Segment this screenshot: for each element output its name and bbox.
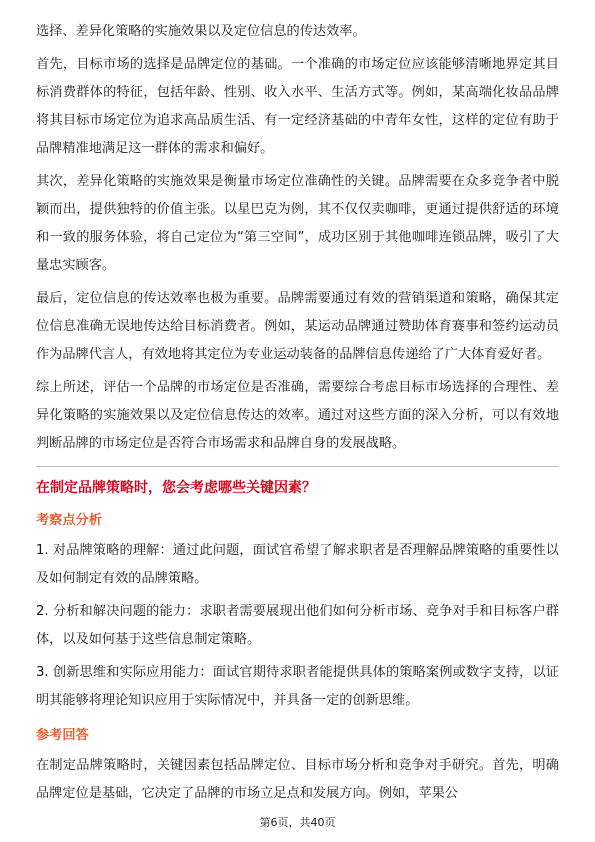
paragraph: 首先，目标市场的选择是品牌定位的基础。一个准确的市场定位应该能够清晰地界定其目标消费群体的特征，包括年龄、性别、收入水平、生活方式等。例如，某高端化妆品品牌将其目标市场定位为追求高品质生活、有一定经济基础的中青年女性，这样的定位有助于品牌精准地满足这一群体的需求和偏好。 [36, 57, 559, 156]
page-content [36, 18, 559, 813]
reference-heading: 参考回答 [36, 728, 89, 743]
paragraph: 最后，定位信息的传达效率也极为重要。品牌需要通过有效的营销渠道和策略，确保其定位信息准确无误地传达给目标消费者。例如，某运动品牌通过赞助体育赛事和签约运动员作为品牌代言人，有效地将其定位为专业运动装备的品牌信息传递给了广大体育爱好者。 [36, 291, 559, 362]
analysis-item: 2. 分析和解决问题的能力：求职者需要展现出他们如何分析市场、竞争对手和目标客户群体，以及如何基于这些信息制定策略。 [36, 604, 559, 647]
paragraph: 其次，差异化策略的实施效果是衡量市场定位准确性的关键。品牌需要在众多竞争者中脱颖而出，提供独特的价值主张。以星巴克为例，其不仅仅卖咖啡，更通过提供舒适的环境和一致的服务体验，将自己定位为“第三空间”，成功区别于其他咖啡连锁品牌，吸引了大量忠实顾客。 [36, 174, 559, 273]
question-title: 在制定品牌策略时，您会考虑哪些关键因素？ [36, 480, 316, 496]
analysis-item: 1. 对品牌策略的理解：通过此问题，面试官希望了解求职者是否理解品牌策略的重要性以及如何制定有效的品牌策略。 [36, 543, 559, 586]
section-divider [36, 466, 559, 467]
paragraph: 选择、差异化策略的实施效果以及定位信息的传达效率。 [36, 24, 366, 39]
analysis-heading: 考察点分析 [36, 513, 102, 528]
page-number: 第6页，共40页 [259, 816, 336, 829]
analysis-item: 3. 创新思维和实际应用能力：面试官期待求职者能提供具体的策略案例或数字支持，以证明其能够将理论知识应用于实际情况中，并具备一定的创新思维。 [36, 665, 559, 708]
paragraph: 综上所述，评估一个品牌的市场定位是否准确，需要综合考虑目标市场选择的合理性、差异化策略的实施效果以及定位信息传达的效率。通过对这些方面的深入分析，可以有效地判断品牌的市场定位是否符合市场需求和品牌自身的发展战略。 [36, 380, 559, 451]
reference-answer: 在制定品牌策略时，关键因素包括品牌定位、目标市场分析和竞争对手研究。首先，明确品牌定位是基础，它决定了品牌的市场立足点和发展方向。例如，苹果公 [36, 758, 559, 801]
